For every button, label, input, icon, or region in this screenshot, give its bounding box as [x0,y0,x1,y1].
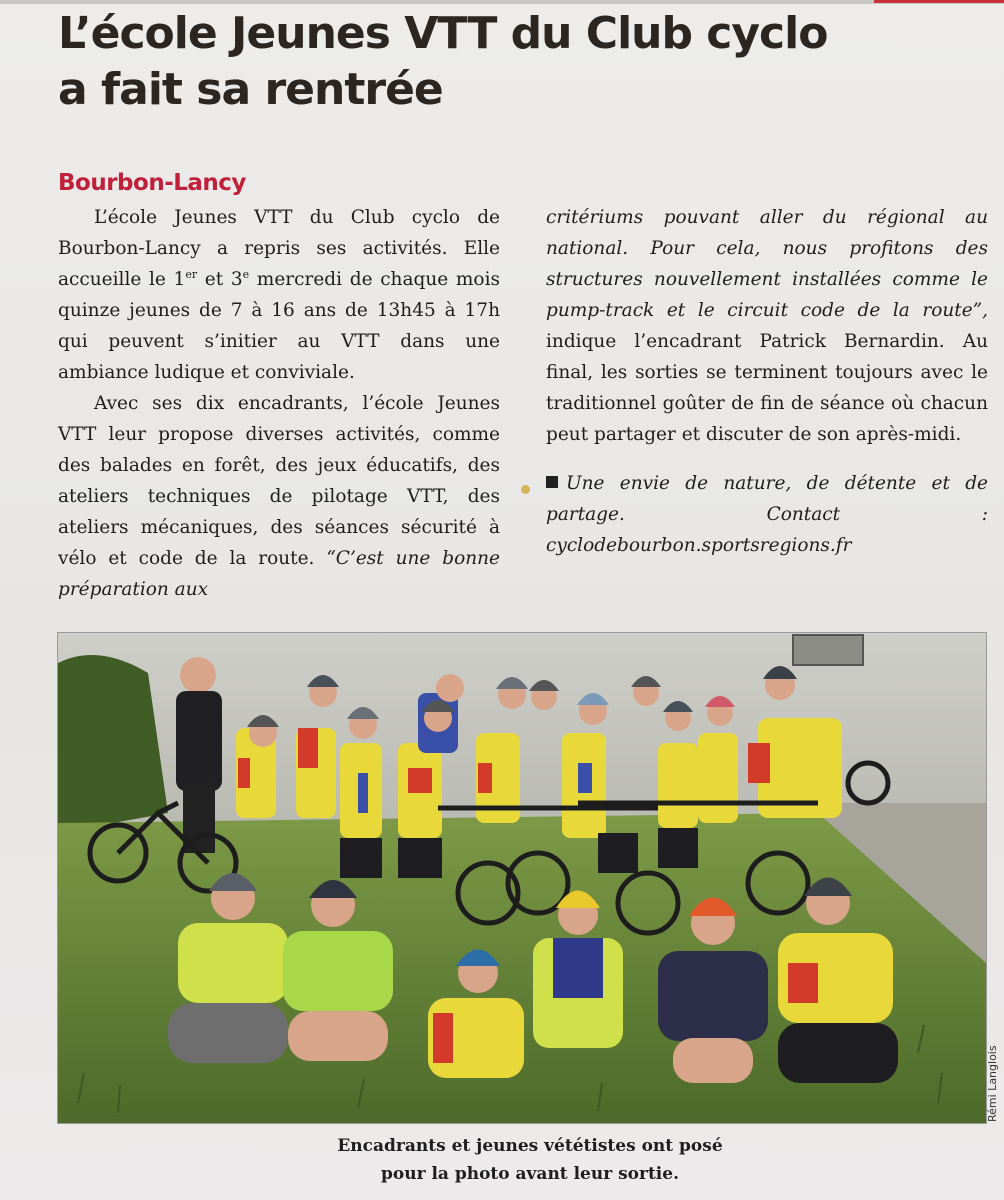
bullet-square-icon [546,476,558,488]
page-fold-edge [0,0,1004,4]
article-column-left [58,202,500,605]
article-headline [58,6,958,118]
adjacent-article-edge [874,0,1004,3]
article-dateline: Bourbon-Lancy [58,170,246,196]
photo-caption [300,1132,760,1188]
group-photo-illustration [58,633,986,1123]
caption-line-1: Encadrants et jeunes vététistes ont posé [337,1136,723,1156]
photo-credit: Rémi Langlois [986,1045,999,1122]
headline-line-1: L’école Jeunes VTT du Club cyclo [58,8,828,59]
paragraph-1: L’école Jeunes VTT du Club cyclo de Bourbon-Lancy a repris ses activités. Elle accueille le 1er et 3e mercredi de chaque mois quinze jeunes de 7 à 16 ans de 13h45 à 17h qui peuvent s’initier au VTT dans une ambiance ludique et conviviale. [58,207,500,383]
paragraph-2: Avec ses dix encadrants, l’école Jeunes VTT leur propose diverses activités, comme des balades en forêt, des jeux éducatifs, des ateliers techniques de pilotage VTT, des ateliers mécaniques, des séances sécurité à vélo et code de la route. “C’est une bonne préparation aux [58,393,500,600]
paragraph-3: critériums pouvant aller du régional au national. Pour cela, nous profitons des structures nouvellement installées comme le pump-track et le circuit code de la route”, indique l’encadrant Patrick Bernardin. Au final, les sorties se terminent toujours avec le traditionnel goûter de fin de séance où chacun peut partager et discuter de son après-midi. [546,207,988,445]
print-speck [521,485,530,494]
caption-line-2: pour la photo avant leur sortie. [380,1164,679,1184]
article-column-right [546,202,988,561]
headline-line-2: a fait sa rentrée [58,64,443,115]
group-photo [57,632,987,1124]
contact-line: Une envie de nature, de détente et de partage. Contact : cyclodebourbon.sportsregions.fr [546,473,988,556]
